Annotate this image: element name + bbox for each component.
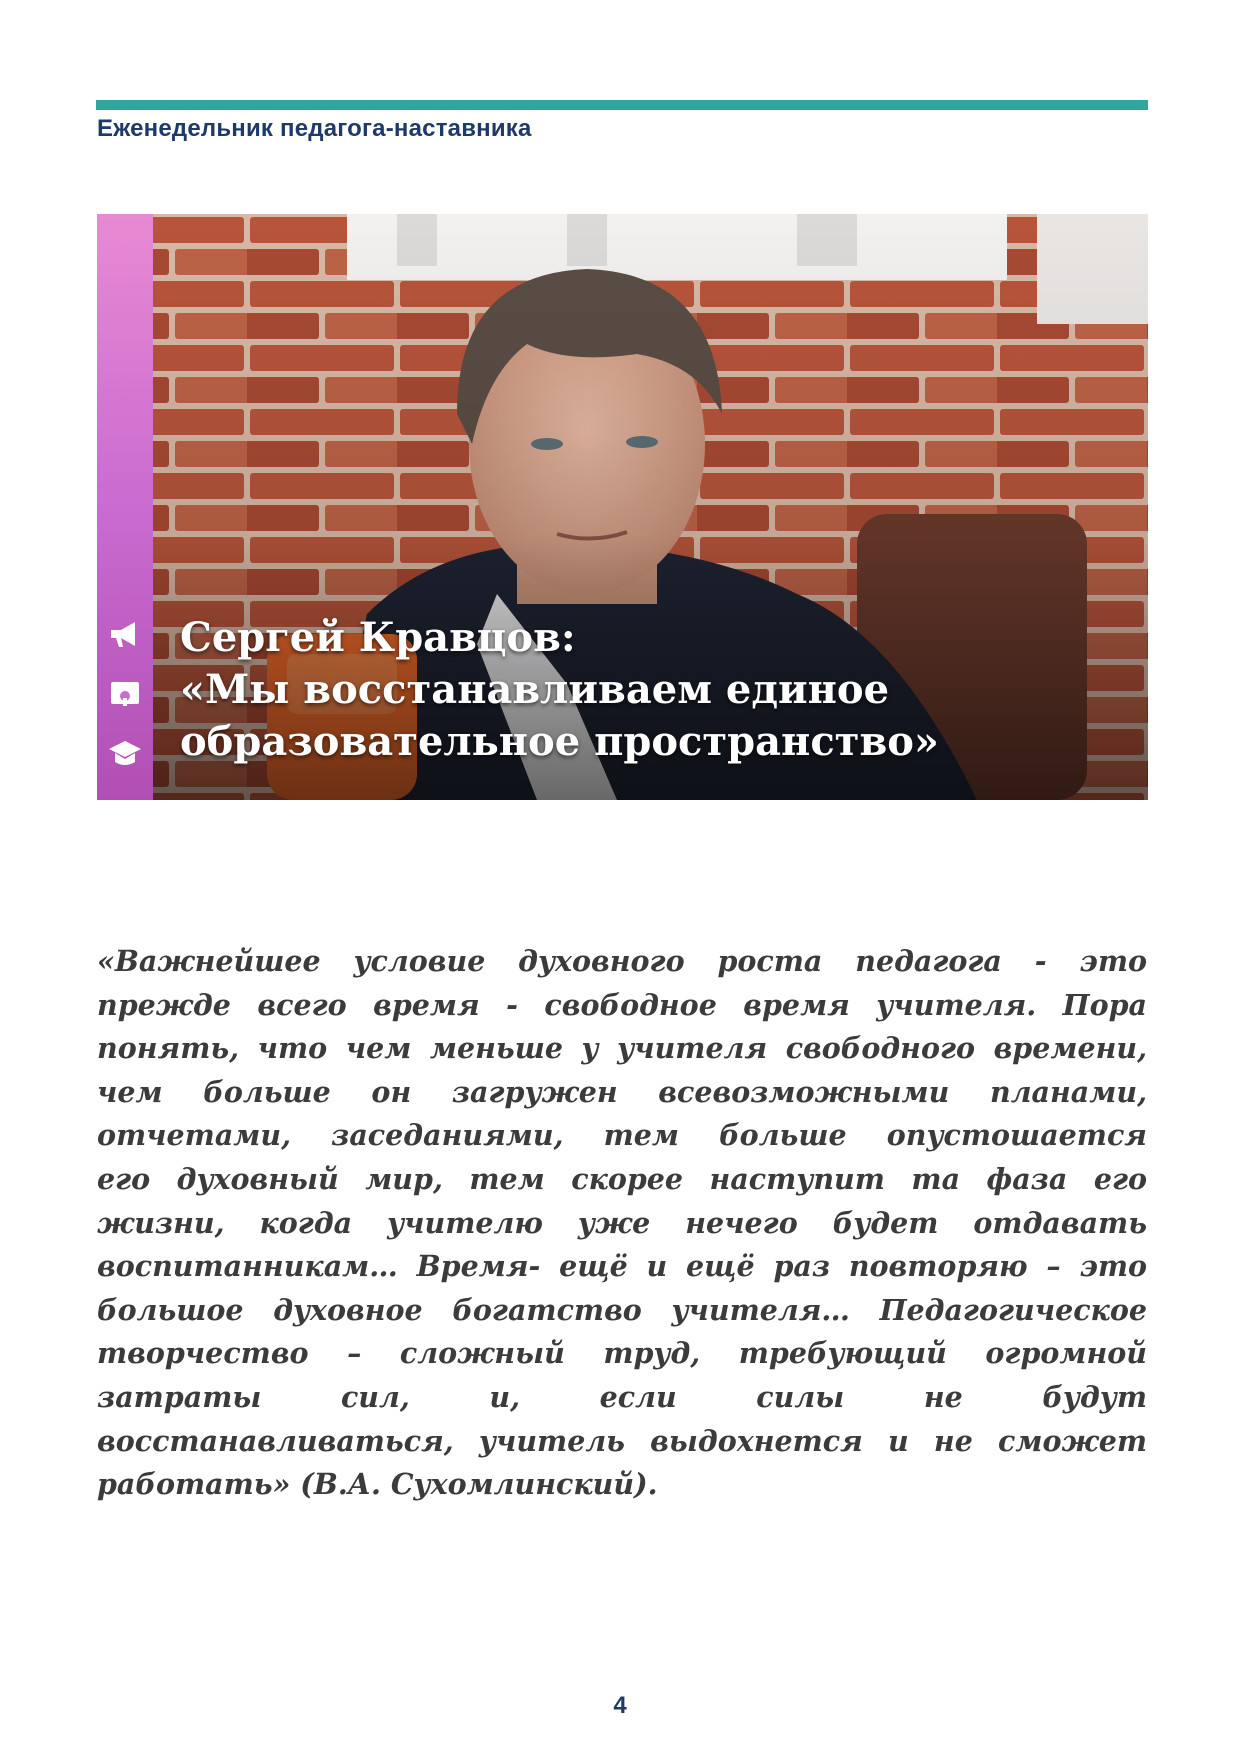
megaphone-icon [107, 616, 143, 652]
quote-line: большое духовное богатство учителя… Педагогическое [97, 1292, 1147, 1327]
quote-line: его духовный мир, тем скорее наступит та фаза его [97, 1161, 1147, 1196]
quote-line: творчество – сложный труд, требующий огромной [97, 1336, 1147, 1371]
quote-line: прежде всего время - свободное время учителя. Пора [97, 987, 1147, 1022]
headline-quote-line-1: «Мы восстанавливаем единое [180, 666, 890, 713]
quote-line: жизни, когда учителю уже нечего будет отдавать [97, 1205, 1147, 1240]
page-number: 4 [613, 1692, 627, 1719]
quote-line: отчетами, заседаниями, тем больше опустошается [97, 1118, 1147, 1153]
graduation-cap-icon [107, 736, 143, 772]
book-icon [107, 676, 143, 712]
quote-line: чем больше он загружен всевозможными планами, [97, 1074, 1147, 1109]
quote-line: восстанавливаться, учитель выдохнется и не сможет [97, 1423, 1147, 1458]
article-banner [97, 214, 1148, 800]
sukhomlinsky-quote [97, 940, 1147, 1507]
side-accent-strip [97, 214, 153, 800]
header-rule [96, 100, 1148, 110]
headline-quote-line-2: образовательное пространство» [180, 718, 939, 765]
quote-line: понять, что чем меньше у учителя свободного времени, [97, 1031, 1147, 1066]
banner-headline [180, 612, 1080, 768]
quote-line: воспитанникам… Время- ещё и ещё раз повторяю – это [97, 1249, 1147, 1284]
quote-line: «Важнейшее условие духовного роста педагога - это [97, 944, 1147, 978]
headline-name: Сергей Кравцов: [180, 614, 576, 661]
publication-title: Еженедельник педагога-наставника [97, 115, 532, 142]
quote-line: работать» (В.А. Сухомлинский). [97, 1467, 658, 1502]
quote-line: затраты сил, и, если силы не будут [97, 1379, 1147, 1414]
